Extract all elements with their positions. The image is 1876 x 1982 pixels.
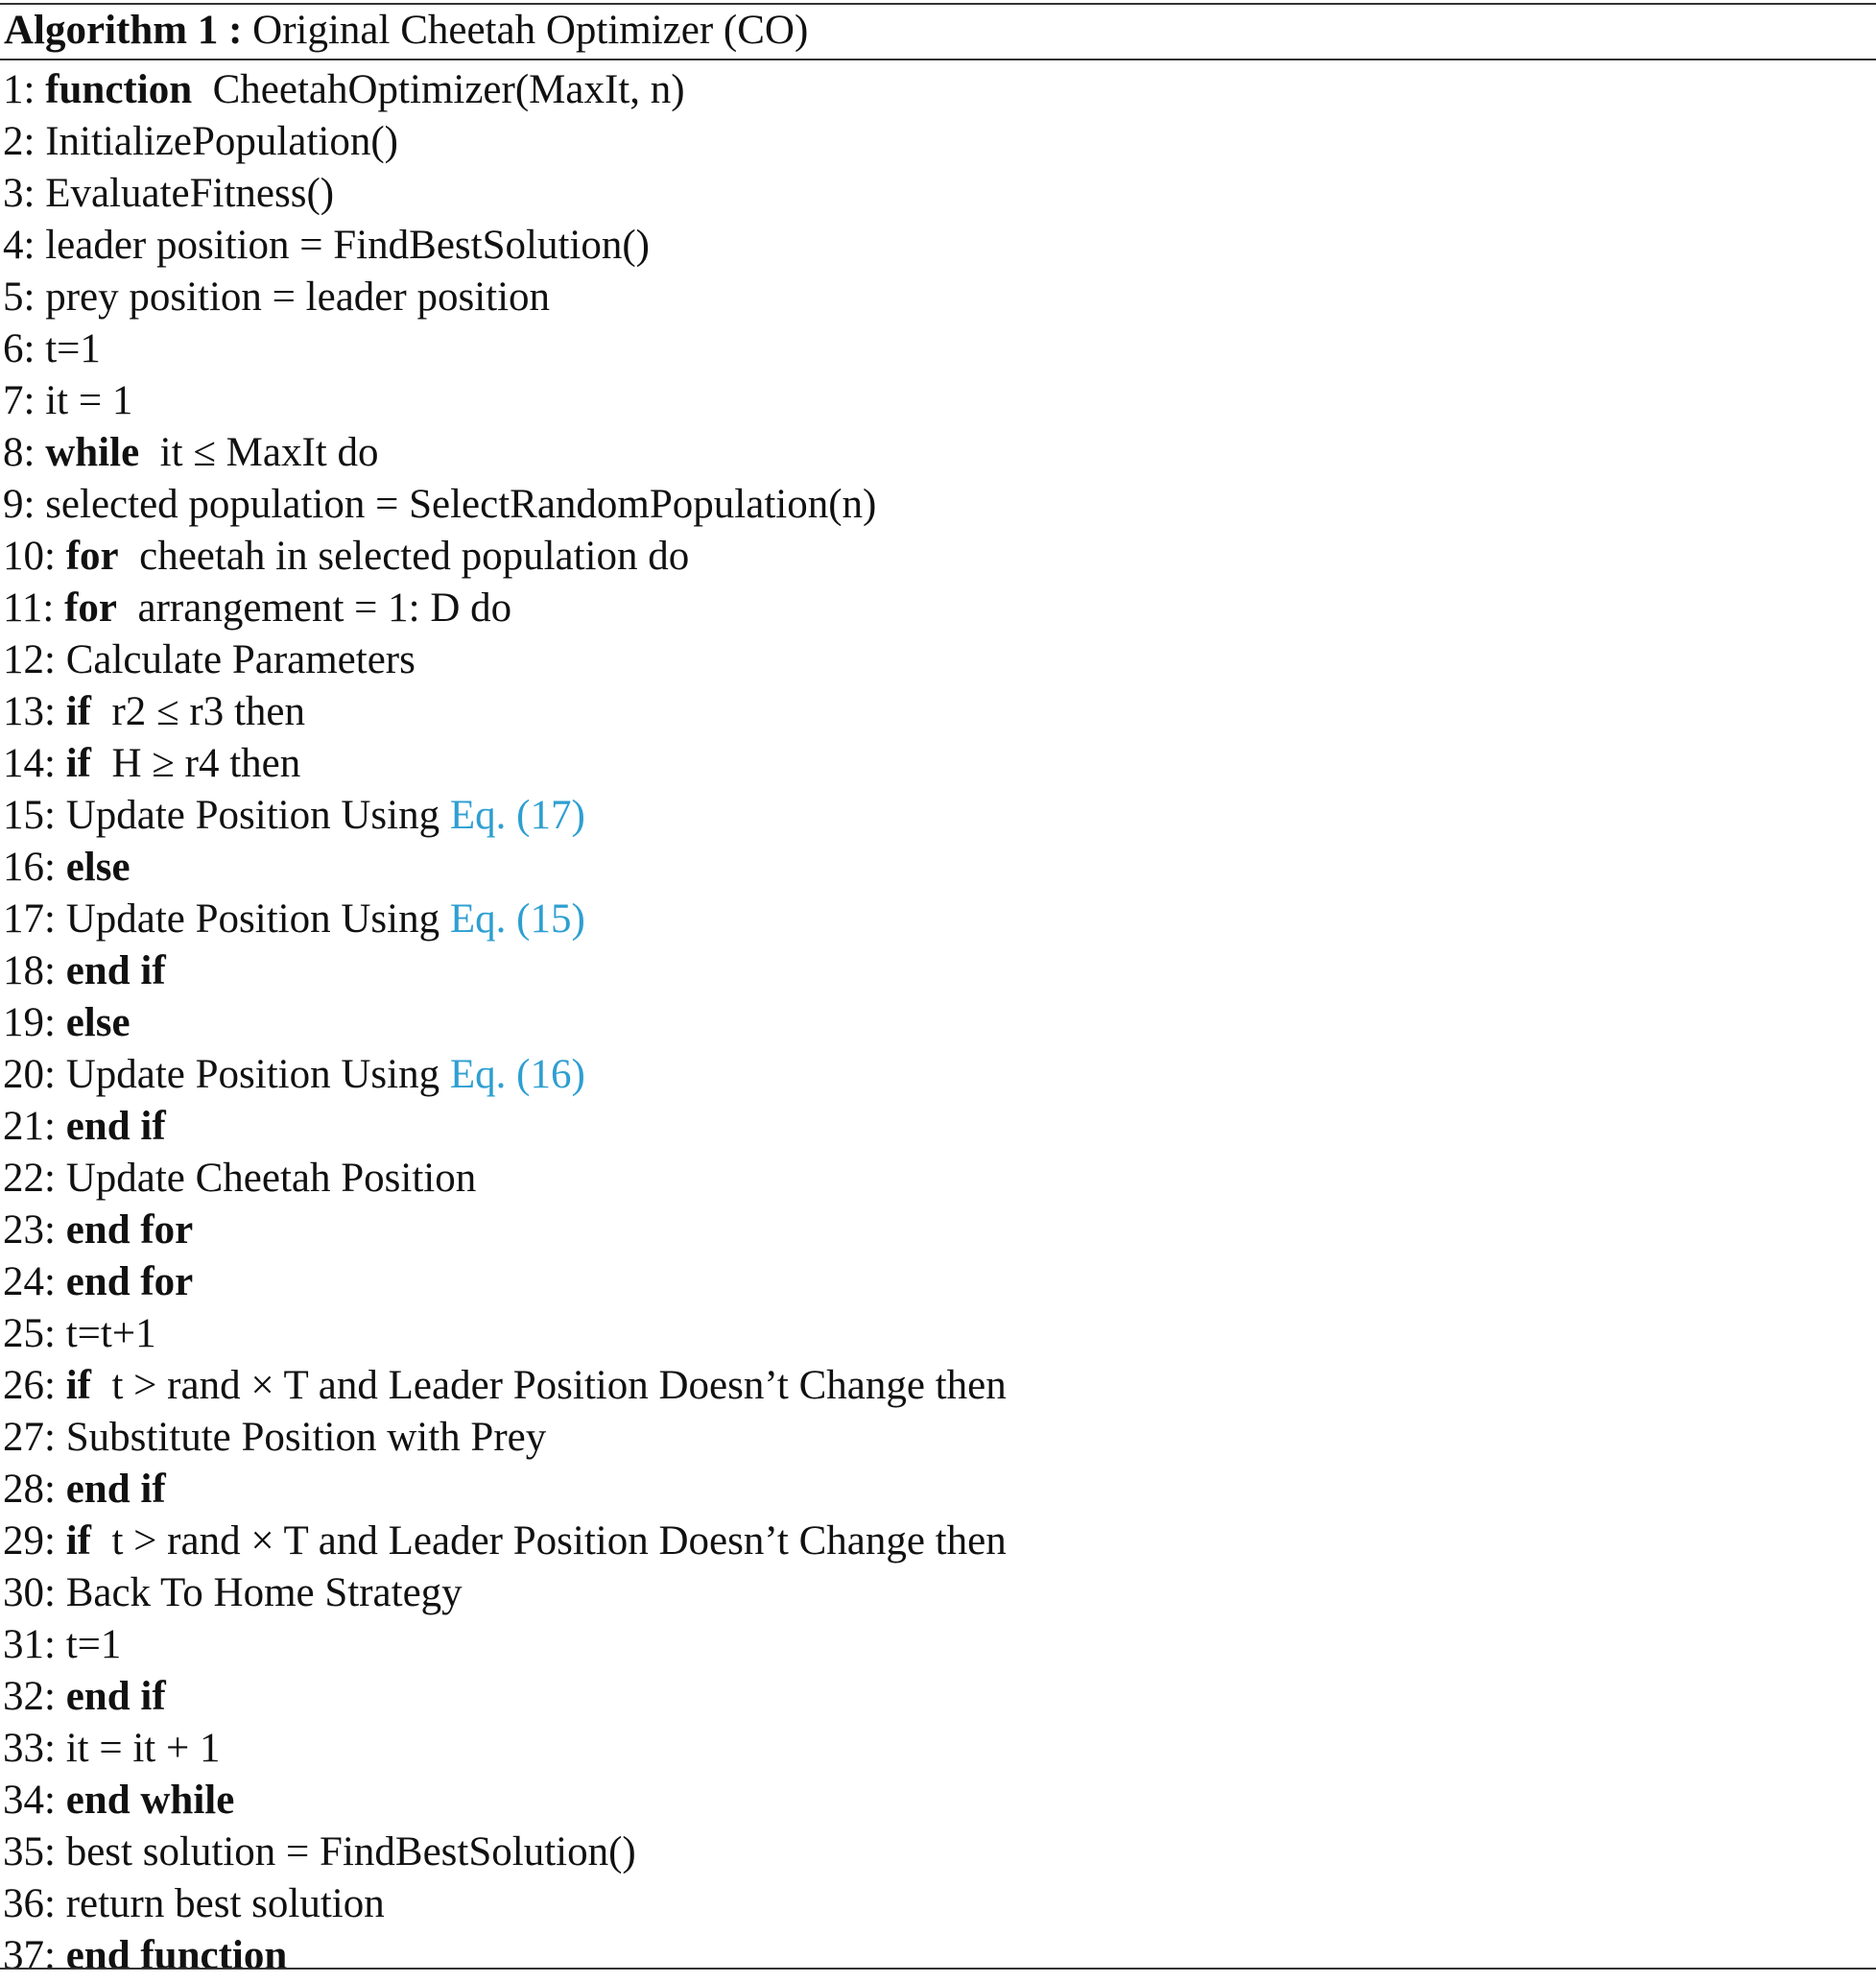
algorithm-line	[0, 790, 1876, 842]
line-text: Back To Home Strategy	[65, 1570, 463, 1615]
bottom-rule	[0, 1968, 1876, 1970]
algorithm-line	[0, 1308, 1876, 1360]
algorithm-line	[0, 738, 1876, 790]
line-keyword: end if	[65, 1674, 166, 1719]
line-keyword: end function	[65, 1933, 288, 1978]
line-text: Substitute Position with Prey	[65, 1415, 547, 1460]
line-number: 31:	[3, 1622, 56, 1667]
line-number: 23:	[3, 1207, 56, 1253]
algorithm-line	[0, 1619, 1876, 1671]
algorithm-line	[0, 1671, 1876, 1723]
algorithm-line	[0, 1360, 1876, 1412]
line-keyword: if	[65, 1518, 91, 1564]
line-text: r2 ≤ r3 then	[111, 689, 306, 734]
algorithm-line	[0, 945, 1876, 997]
algorithm-line	[0, 583, 1876, 634]
algorithm-line	[0, 1412, 1876, 1464]
line-text: H ≥ r4 then	[111, 741, 301, 786]
line-number: 10:	[3, 534, 56, 579]
line-number: 14:	[3, 741, 56, 786]
line-number: 1:	[3, 67, 36, 112]
line-keyword: if	[65, 689, 91, 734]
algorithm-line	[0, 1723, 1876, 1775]
line-text: it = it + 1	[65, 1726, 221, 1771]
line-keyword: function	[45, 67, 193, 112]
line-number: 28:	[3, 1467, 56, 1512]
line-keyword: for	[64, 585, 118, 631]
line-keyword: end if	[65, 1104, 166, 1149]
line-text: t=t+1	[65, 1311, 156, 1356]
line-text: t=1	[65, 1622, 122, 1667]
line-number: 22:	[3, 1156, 56, 1201]
algorithm-line	[0, 894, 1876, 945]
line-number: 12:	[3, 637, 56, 682]
line-number: 24:	[3, 1259, 56, 1304]
line-text: Update Position Using	[65, 1052, 450, 1097]
algorithm-line	[0, 116, 1876, 168]
line-keyword: if	[65, 1363, 91, 1408]
line-keyword: end while	[65, 1778, 235, 1823]
algorithm-line	[0, 1775, 1876, 1827]
line-number: 16:	[3, 845, 56, 890]
algorithm-title: Original Cheetah Optimizer (CO)	[252, 8, 809, 53]
line-text: t > rand × T and Leader Position Doesn’t Change then	[111, 1518, 1007, 1564]
line-text: prey position = leader position	[45, 275, 551, 320]
line-text: Update Position Using	[65, 896, 450, 942]
algorithm-line	[0, 427, 1876, 479]
algorithm-line	[0, 1256, 1876, 1308]
line-number: 13:	[3, 689, 56, 734]
line-number: 30:	[3, 1570, 56, 1615]
line-keyword: end if	[65, 948, 166, 993]
line-number: 37:	[3, 1933, 56, 1978]
algorithm-line	[0, 1101, 1876, 1153]
line-text: best solution = FindBestSolution()	[65, 1829, 636, 1875]
line-text: selected population = SelectRandomPopulation(n)	[45, 482, 877, 527]
line-number: 21:	[3, 1104, 56, 1149]
line-text: t=1	[45, 326, 101, 371]
algorithm-line	[0, 1567, 1876, 1619]
algorithm-lines	[0, 64, 1876, 1982]
line-number: 18:	[3, 948, 56, 993]
line-keyword: if	[65, 741, 91, 786]
algorithm-line	[0, 997, 1876, 1049]
algorithm-line	[0, 1153, 1876, 1205]
line-number: 6:	[3, 326, 36, 371]
line-keyword: else	[65, 1000, 131, 1045]
algorithm-line	[0, 1464, 1876, 1516]
line-text: InitializePopulation()	[45, 119, 398, 164]
line-number: 9:	[3, 482, 36, 527]
equation-link[interactable]: Eq. (15)	[449, 896, 585, 942]
line-text: leader position = FindBestSolution()	[45, 223, 651, 268]
line-keyword: else	[65, 845, 131, 890]
line-number: 17:	[3, 896, 56, 942]
line-text: it = 1	[45, 378, 133, 423]
line-keyword: end for	[65, 1259, 194, 1304]
line-text: Update Position Using	[65, 793, 450, 838]
line-text: t > rand × T and Leader Position Doesn’t Change then	[111, 1363, 1007, 1408]
line-keyword: while	[45, 430, 140, 475]
line-number: 25:	[3, 1311, 56, 1356]
line-number: 2:	[3, 119, 36, 164]
caption-rule	[0, 59, 1876, 60]
line-number: 11:	[3, 585, 55, 631]
algorithm-line	[0, 64, 1876, 116]
line-number: 32:	[3, 1674, 56, 1719]
algorithm-line	[0, 272, 1876, 323]
line-text: return best solution	[65, 1881, 385, 1926]
line-number: 35:	[3, 1829, 56, 1875]
algorithm-line	[0, 686, 1876, 738]
line-number: 36:	[3, 1881, 56, 1926]
line-text: arrangement = 1: D do	[137, 585, 512, 631]
algorithm-line	[0, 323, 1876, 375]
algorithm-caption	[4, 3, 808, 59]
line-keyword: end for	[65, 1207, 194, 1253]
algorithm-line	[0, 842, 1876, 894]
algorithm-line	[0, 220, 1876, 272]
line-keyword: end if	[65, 1467, 166, 1512]
algorithm-line	[0, 1516, 1876, 1567]
line-number: 8:	[3, 430, 36, 475]
algorithm-line	[0, 1878, 1876, 1930]
algorithm-line	[0, 1827, 1876, 1878]
algorithm-line	[0, 1049, 1876, 1101]
line-text: EvaluateFitness()	[45, 171, 335, 216]
line-number: 15:	[3, 793, 56, 838]
line-text: CheetahOptimizer(MaxIt, n)	[212, 67, 685, 112]
algorithm-line	[0, 531, 1876, 583]
line-number: 27:	[3, 1415, 56, 1460]
algorithm-line	[0, 1205, 1876, 1256]
line-keyword: for	[65, 534, 119, 579]
line-number: 4:	[3, 223, 36, 268]
line-number: 20:	[3, 1052, 56, 1097]
line-text: Calculate Parameters	[65, 637, 416, 682]
line-number: 7:	[3, 378, 36, 423]
algorithm-line	[0, 375, 1876, 427]
line-text: Update Cheetah Position	[65, 1156, 477, 1201]
equation-link[interactable]: Eq. (16)	[449, 1052, 585, 1097]
algorithm-line	[0, 168, 1876, 220]
line-number: 3:	[3, 171, 36, 216]
line-number: 19:	[3, 1000, 56, 1045]
algorithm-line	[0, 634, 1876, 686]
algorithm-line	[0, 479, 1876, 531]
line-number: 29:	[3, 1518, 56, 1564]
equation-link[interactable]: Eq. (17)	[449, 793, 585, 838]
line-text: cheetah in selected population do	[139, 534, 690, 579]
algorithm-line	[0, 1930, 1876, 1982]
line-number: 34:	[3, 1778, 56, 1823]
line-number: 5:	[3, 275, 36, 320]
algorithm-label: Algorithm 1 :	[4, 8, 243, 53]
line-number: 33:	[3, 1726, 56, 1771]
line-number: 26:	[3, 1363, 56, 1408]
line-text: it ≤ MaxIt do	[159, 430, 379, 475]
